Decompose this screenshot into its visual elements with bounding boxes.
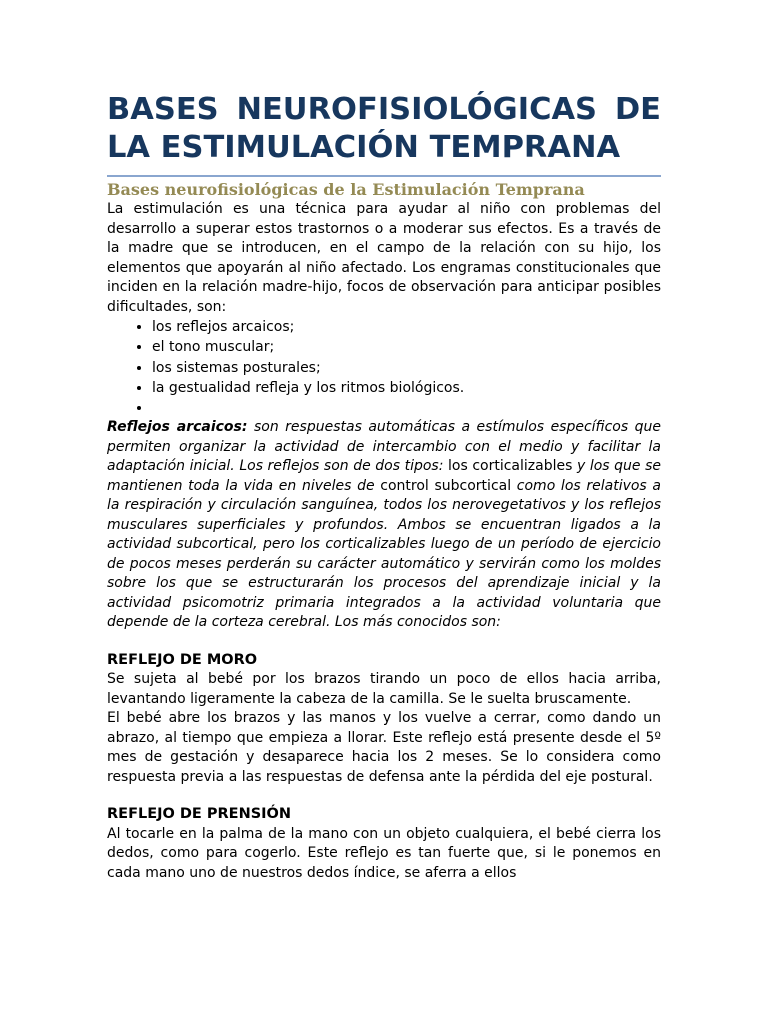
reflejos-lead: Reflejos arcaicos: [107,419,248,436]
document-subtitle: Bases neurofisiológicas de la Estimulación Temprana [107,180,585,199]
list-item-empty [152,398,661,418]
reflejos-paragraph [107,418,661,633]
prension-paragraph-1: Al tocarle en la palma de la mano con un objeto cualquiera, el bebé cierra los dedos, como para cogerlo. Este reflejo es tan fuerte que, si le ponemos en cada mano uno de nuestros dedos índice, se aferra a ellos [107,825,661,881]
moro-heading: REFLEJO DE MORO [107,651,258,668]
list-item: • el tono muscular; [152,337,661,357]
reflejos-text-2: y los que se mantienen toda la vida en niveles de [107,458,662,494]
reflejos-upright-1: los corticalizables [448,458,573,475]
reflejos-text-3: como los relativos a la respiración y circulación sanguínea, todos los nerovegetativos y los reflejos musculares superficiales y profundos. Ambos se encuentran ligados a la actividad subcortical, pero los corticalizables luego de un período de ejercicio de pocos meses perderán su carácter automático y servirán como los moldes sobre los que se estructurarán los procesos del aprendizaje inicial y la actividad psicomotriz primaria integrados a la actividad voluntaria que depende de la corteza cerebral. Los más conocidos son: [107,477,661,631]
moro-paragraph-1: Se sujeta al bebé por los brazos tirando un poco de ellos hacia arriba, levantando ligeramente la cabeza de la camilla. Se le suelta bruscamente. [107,671,661,707]
list-item: • los sistemas posturales; [152,358,661,378]
reflejos-text-1: son respuestas automáticas a estímulos específicos que permiten organizar la actividad de intercambio con el medio y facilitar la adaptación inicial. Los reflejos son de dos tipos: [107,419,662,475]
list-item: • la gestualidad refleja y los ritmos biológicos. [152,378,661,398]
list-item: • los reflejos arcaicos; [152,317,661,337]
bullet-list [107,317,661,418]
prension-heading: REFLEJO DE PRENSIÓN [107,806,292,823]
moro-paragraph-2: El bebé abre los brazos y las manos y los vuelve a cerrar, como dando un abrazo, al tiempo que empieza a llorar. Este reflejo está presente desde el 5º mes de gestación y desaparece hacia los 2 meses. Se lo considera como respuesta previa a las respuestas de defensa ante la pérdida del eje postural. [107,710,661,785]
document-title: BASES NEUROFISIOLÓGICAS DE LA ESTIMULACIÓN TEMPRANA [107,91,661,177]
intro-paragraph: La estimulación es una técnica para ayudar al niño con problemas del desarrollo a superar estos trastornos o a moderar sus efectos. Es a través de la madre que se introducen, en el campo de la relación con su hijo, los elementos que apoyarán al niño afectado. Los engramas constitucionales que inciden en la relación madre-hijo, focos de observación para anticipar posibles dificultades, son: [107,201,661,315]
reflejos-upright-2: control subcortical [380,477,512,494]
